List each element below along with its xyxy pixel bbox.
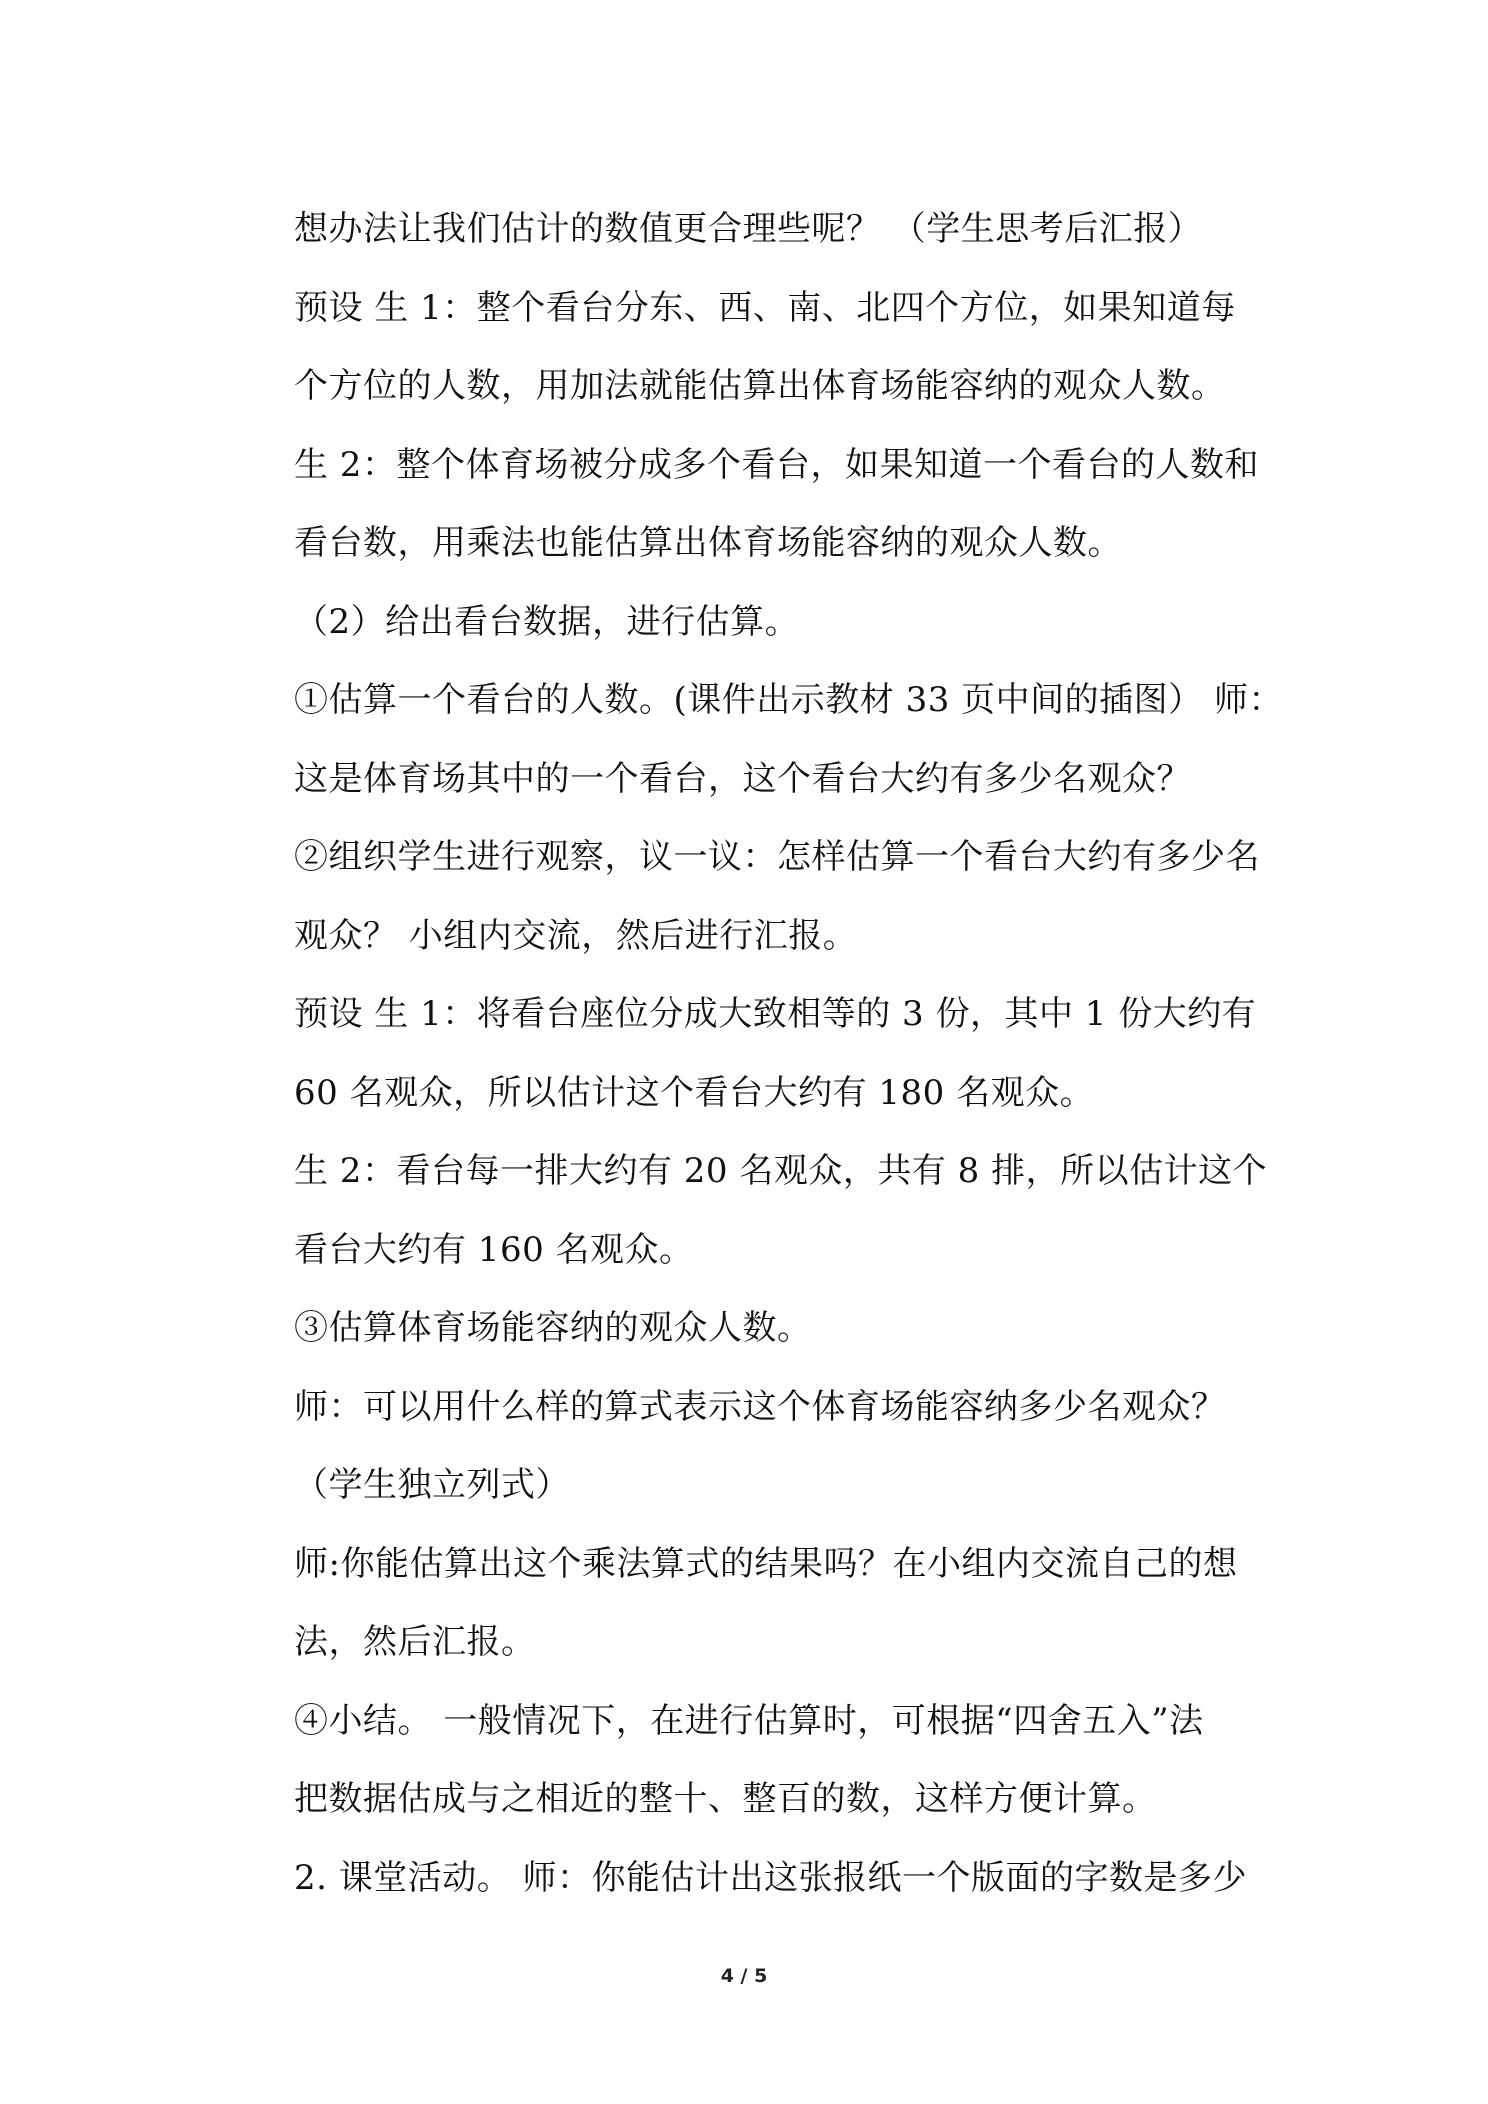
text-line: 预设 生 1：整个看台分东、西、南、北四个方位，如果知道每 [294, 287, 1236, 328]
text-line: 生 2：整个体育场被分成多个看台，如果知道一个看台的人数和 [294, 444, 1259, 485]
text-line: 个方位的人数，用加法就能估算出体育场能容纳的观众人数。 [294, 366, 1226, 406]
text-line: 法，然后汇报。 [294, 1622, 536, 1662]
text-line: 师：可以用什么样的算式表示这个体育场能容纳多少名观众？ [294, 1386, 1226, 1427]
text-line: 看台大约有 160 名观众。 [294, 1229, 694, 1270]
text-line: 60 名观众，所以估计这个看台大约有 180 名观众。 [294, 1072, 1095, 1113]
text-line: 把数据估成与之相近的整十、整百的数，这样方便计算。 [294, 1779, 1157, 1819]
text-line: 想办法让我们估计的数值更合理些呢？ （学生思考后汇报） [294, 209, 1203, 249]
text-line: 预设 生 1：将看台座位分成大致相等的 3 份，其中 1 份大约有 [294, 994, 1257, 1034]
text-line: ①估算一个看台的人数。(课件出示教材 33 页中间的插图） 师： [294, 680, 1283, 720]
page-number: 4 / 5 [720, 1965, 768, 1987]
text-line: 2. 课堂活动。 师：你能估计出这张报纸一个版面的字数是多少 [294, 1857, 1248, 1898]
text-line: ④小结。 一般情况下，在进行估算时，可根据“四舍五入”法 [294, 1700, 1204, 1741]
text-line: 这是体育场其中的一个看台，这个看台大约有多少名观众？ [294, 758, 1191, 799]
text-line: 观众？ 小组内交流，然后进行汇报。 [294, 915, 858, 956]
text-line: （学生独立列式） [294, 1465, 570, 1505]
text-line: （2）给出看台数据，进行估算。 [294, 601, 800, 642]
text-line: 师:你能估算出这个乘法算式的结果吗？在小组内交流自己的想 [294, 1543, 1238, 1584]
text-line: 看台数，用乘法也能估算出体育场能容纳的观众人数。 [294, 523, 1122, 563]
text-line: ③估算体育场能容纳的观众人数。 [294, 1308, 812, 1348]
document-body [294, 190, 1283, 1917]
text-line: ②组织学生进行观察，议一议：怎样估算一个看台大约有多少名 [294, 837, 1260, 877]
text-line: 生 2：看台每一排大约有 20 名观众，共有 8 排，所以估计这个 [294, 1151, 1268, 1191]
